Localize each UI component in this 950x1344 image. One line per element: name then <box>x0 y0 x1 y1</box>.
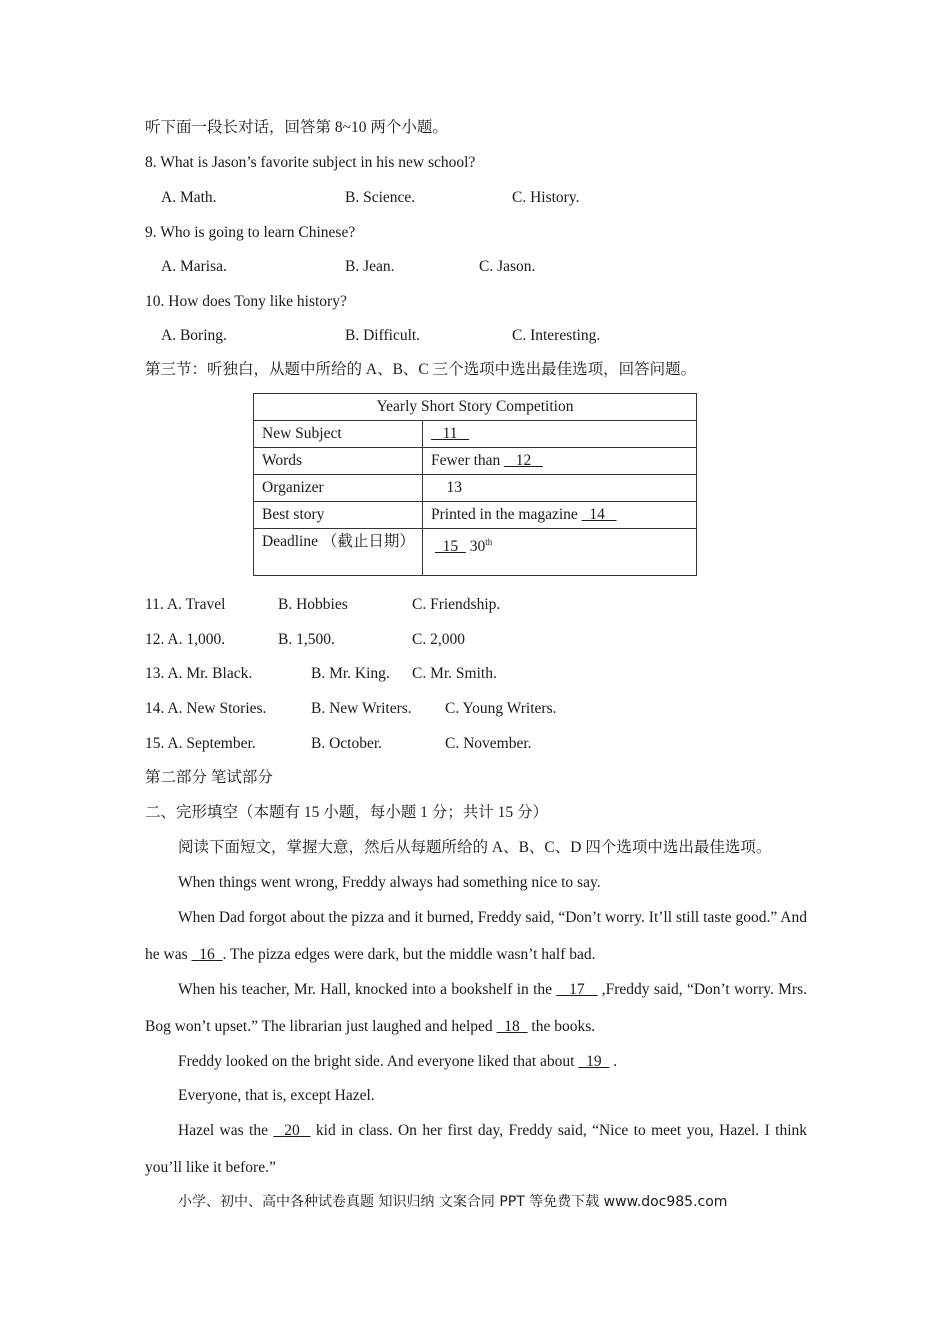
q15-option-c: C. November. <box>445 735 532 752</box>
question-13: 13. A. Mr. Black. <box>145 665 253 682</box>
blank-20: 20 <box>284 1122 300 1139</box>
table-title: Yearly Short Story Competition <box>254 394 697 421</box>
cloze-title: 二、完形填空（本题有 15 小题，每小题 1 分；共计 15 分） <box>145 804 549 821</box>
question-14: 14. A. New Stories. <box>145 700 267 717</box>
passage-paragraph-4: Freddy looked on the bright side. And everyone liked that about 19 . <box>178 1053 618 1070</box>
q15-option-b: B. October. <box>311 735 383 752</box>
passage-paragraph-5: Everyone, that is, except Hazel. <box>178 1087 375 1104</box>
row-value <box>423 421 697 448</box>
blank-19: 19 <box>586 1053 602 1070</box>
row-value <box>423 529 697 576</box>
cloze-instructions: 阅读下面短文，掌握大意，然后从每题所给的 A、B、C、D 四个选项中选出最佳选项。 <box>178 839 772 856</box>
passage-paragraph-2: When Dad forgot about the pizza and it burned, Freddy said, “Don’t worry. It’ll still taste good.” And he was 16 . The pizza edges were dark, but the middle wasn’t half bad. <box>145 909 807 963</box>
row-label: Best story <box>254 502 423 529</box>
blank-12: 12 <box>515 452 532 469</box>
section3-intro: 第三节：听独白，从题中所给的 A、B、C 三个选项中选出最佳选项，回答问题。 <box>145 361 697 378</box>
row-value <box>423 502 697 529</box>
table-row <box>254 448 697 475</box>
ordinal-suffix: th <box>485 537 493 547</box>
value-prefix: Fewer than <box>431 452 505 469</box>
table-row <box>254 421 697 448</box>
q12-option-b: B. 1,500. <box>278 631 335 648</box>
q12-option-c: C. 2,000 <box>412 631 465 648</box>
q8-option-a: A. Math. <box>161 189 217 206</box>
question-15: 15. A. September. <box>145 735 256 752</box>
section-intro: 听下面一段长对话，回答第 8~10 两个小题。 <box>145 119 448 136</box>
question-10: 10. How does Tony like history? <box>145 293 347 310</box>
blank-14: 14 <box>589 506 605 523</box>
q13-option-c: C. Mr. Smith. <box>412 665 497 682</box>
q10-option-c: C. Interesting. <box>512 327 601 344</box>
row-value <box>423 448 697 475</box>
row-label: Organizer <box>254 475 423 502</box>
q9-option-b: B. Jean. <box>345 258 395 275</box>
value-prefix: Printed in the magazine <box>431 506 582 523</box>
q10-option-a: A. Boring. <box>161 327 227 344</box>
table-row <box>254 475 697 502</box>
blank-16: 16 <box>199 946 215 963</box>
passage-paragraph-1: When things went wrong, Freddy always had something nice to say. <box>178 874 601 891</box>
value-suffix: 30 <box>465 538 486 556</box>
question-11: 11. A. Travel <box>145 596 226 613</box>
blank-18: 18 <box>504 1018 520 1035</box>
question-12: 12. A. 1,000. <box>145 631 226 648</box>
blank-13: 13 <box>446 479 462 496</box>
passage-paragraph-6: Hazel was the 20 kid in class. On her first day, Freddy said, “Nice to meet you, Hazel. I think you’ll like it before.” <box>145 1122 808 1176</box>
q8-option-b: B. Science. <box>345 189 416 206</box>
q11-option-b: B. Hobbies <box>278 596 348 613</box>
competition-table <box>253 393 697 576</box>
table-row <box>254 529 697 576</box>
footer-text: 小学、初中、高中各种试卷真题 知识归纳 文案合同 PPT 等免费下载 www.doc985.com <box>178 1194 728 1210</box>
q9-option-a: A. Marisa. <box>161 258 227 275</box>
q14-option-b: B. New Writers. <box>311 700 412 717</box>
row-label: Words <box>254 448 423 475</box>
q10-option-b: B. Difficult. <box>345 327 421 344</box>
part2-title: 第二部分 笔试部分 <box>145 769 273 786</box>
table-row <box>254 502 697 529</box>
q14-option-c: C. Young Writers. <box>445 700 557 717</box>
blank-17: 17 <box>569 981 585 998</box>
q13-option-b: B. Mr. King. <box>311 665 390 682</box>
row-label: Deadline （截止日期） <box>254 529 423 576</box>
passage-paragraph-3: When his teacher, Mr. Hall, knocked into a bookshelf in the 17 ,Freddy said, “Don’t worry. Mrs. Bog won’t upset.” The librarian just laughed and helped 18 the books. <box>145 981 807 1035</box>
row-label: New Subject <box>254 421 423 448</box>
q9-option-c: C. Jason. <box>479 258 536 275</box>
question-8: 8. What is Jason’s favorite subject in his new school? <box>145 154 476 171</box>
q11-option-c: C. Friendship. <box>412 596 501 613</box>
blank-15: 15 <box>442 538 459 556</box>
blank-11: 11 <box>442 425 458 442</box>
row-value <box>423 475 697 502</box>
question-9: 9. Who is going to learn Chinese? <box>145 224 356 241</box>
q8-option-c: C. History. <box>512 189 580 206</box>
